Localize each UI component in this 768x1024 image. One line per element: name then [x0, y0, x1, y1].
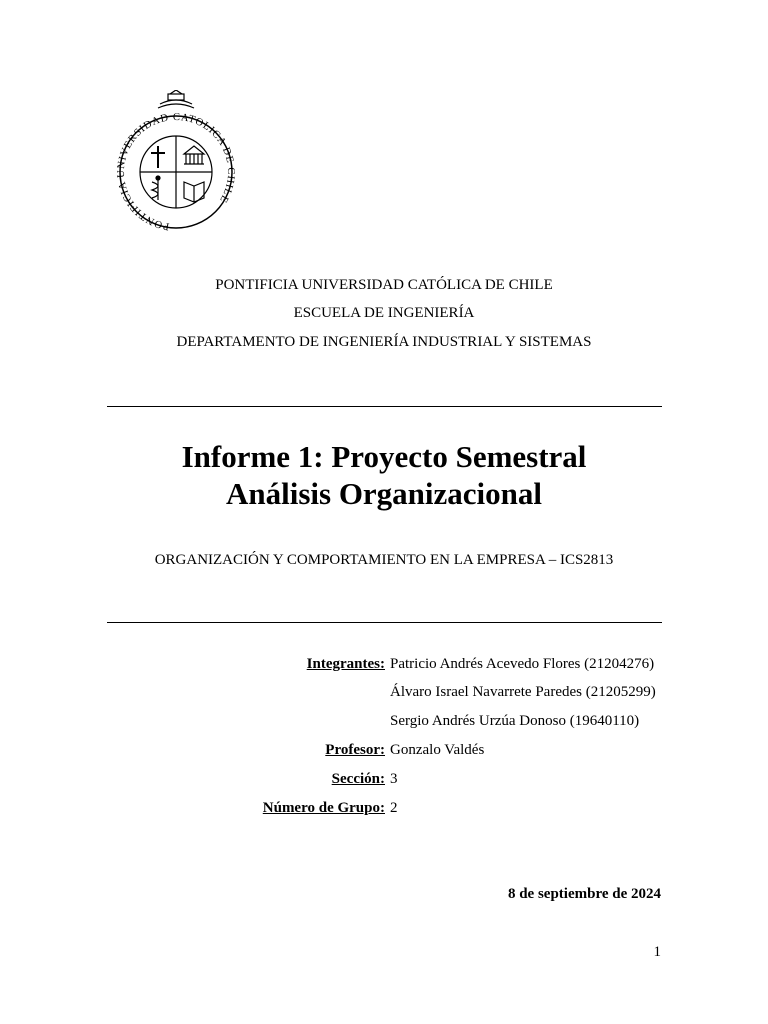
member-2: Álvaro Israel Navarrete Paredes (21205299): [390, 684, 656, 700]
bottom-divider: [107, 622, 662, 623]
member-1: Patricio Andrés Acevedo Flores (21204276): [390, 656, 655, 672]
report-title: Informe 1: Proyecto Semestral: [181, 439, 587, 474]
report-date: 8 de septiembre de 2024: [507, 886, 661, 902]
members-row: [0, 650, 768, 678]
department-name: DEPARTAMENTO DE INGENIERÍA INDUSTRIAL Y SISTEMAS: [176, 334, 592, 350]
institution-name: PONTIFICIA UNIVERSIDAD CATÓLICA DE CHILE: [215, 277, 553, 293]
svg-text:PONTIFICIA UNIVERSIDAD CATOLIC: PONTIFICIA UNIVERSIDAD CATOLICA DE CHILE: [115, 111, 237, 232]
school-name: ESCUELA DE INGENIERÍA: [293, 305, 475, 321]
course-name: ORGANIZACIÓN Y COMPORTAMIENTO EN LA EMPRESA – ICS2813: [154, 552, 614, 568]
professor-name: Gonzalo Valdés: [390, 742, 485, 758]
member-3: Sergio Andrés Urzúa Donoso (19640110): [390, 713, 640, 729]
members-label: Integrantes:: [306, 656, 385, 672]
group-label-text: Número de Grupo: [262, 800, 380, 816]
section-label: Sección:: [331, 771, 385, 787]
page-number: 1: [653, 944, 661, 960]
section-value: 3: [390, 771, 398, 787]
report-subtitle: Análisis Organizacional: [225, 476, 543, 511]
group-row: [0, 794, 768, 822]
members-row-2: [0, 678, 768, 706]
group-label-colon: :: [380, 800, 385, 816]
group-label: [263, 794, 385, 822]
top-divider: [107, 406, 662, 407]
professor-row: [0, 736, 768, 764]
members-row-3: [0, 707, 768, 735]
section-row: [0, 765, 768, 793]
university-seal-icon: [112, 90, 240, 234]
professor-label: Profesor:: [325, 742, 385, 758]
group-value: 2: [390, 800, 398, 816]
